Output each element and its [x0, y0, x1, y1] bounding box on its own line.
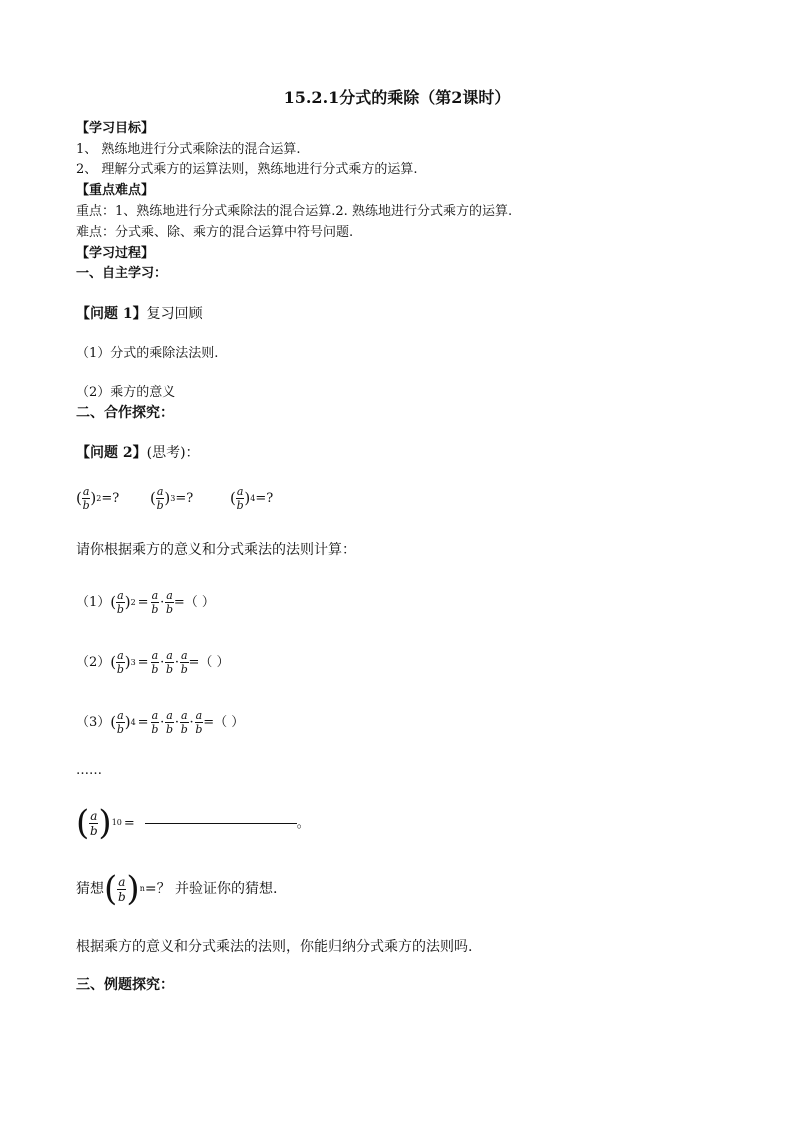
problem1-text: 复习回顾 [146, 306, 203, 322]
fraction: $\frac{a}{b}$ [236, 485, 244, 512]
fill-in-line [145, 822, 297, 824]
part2-heading: 二、合作探究： [76, 405, 174, 421]
answer-blank: =（ ） [188, 655, 230, 670]
part3-heading: 三、例题探究： [76, 977, 174, 993]
problem1-q1: （1）分式的乘除法法则. [76, 346, 219, 361]
page-title: 15.2.1分式的乘除（第2课时） [283, 88, 511, 107]
think-expr-2: ( $\frac{a}{b}$ ) 3 =? [150, 485, 194, 512]
problem2-line [76, 446, 200, 460]
key-header: 【重点难点】 [76, 183, 155, 198]
instruction: 请你根据乘方的意义和分式乘法的法则计算： [76, 542, 356, 558]
summary-question: 根据乘方的意义和分式乘法的法则，你能归纳分式乘方的法则吗. [76, 939, 473, 955]
guess-line: 猜想 ( $\frac{a}{b}$ ) n =？ 并验证你的猜想. [76, 869, 278, 909]
calc-item-3: （3） ( $\frac{a}{b}$ ) 4 = $\frac{a}{b}$ · $\frac{a}{b}$ · $\frac{a}{b}$ · $\frac{a}{b}$ =（ ） [76, 709, 245, 736]
power-10-line: ( $\frac{a}{b}$ ) 10 = 。 [76, 803, 310, 843]
problem1-line [76, 307, 203, 321]
goals-header: 【学习目标】 [76, 121, 155, 136]
goal-1: 1、 熟练地进行分式乘除法的混合运算. [76, 142, 301, 157]
calc-item-2: （2） ( $\frac{a}{b}$ ) 3 = $\frac{a}{b}$ · $\frac{a}{b}$ · $\frac{a}{b}$ =（ ） [76, 649, 230, 676]
answer-blank: =（ ） [203, 715, 245, 730]
problem1-q2: （2）乘方的意义 [76, 385, 176, 400]
fraction: $\frac{a}{b}$ [156, 485, 164, 512]
answer-blank: =（ ） [173, 595, 215, 610]
key-points: 重点：1、熟练地进行分式乘除法的混合运算.2. 熟练地进行分式乘方的运算. [76, 204, 513, 219]
fraction: $\frac{a}{b}$ [82, 485, 90, 512]
problem2-text: (思考)： [146, 445, 200, 461]
think-expr-3: ( $\frac{a}{b}$ ) 4 =? [230, 485, 274, 512]
goal-2: 2、 理解分式乘方的运算法则，熟练地进行分式乘方的运算. [76, 162, 418, 177]
problem2-tag: 【问题 2】 [76, 445, 147, 461]
calc-item-1: （1） ( $\frac{a}{b}$ ) 2 = $\frac{a}{b}$ · $\frac{a}{b}$ =（ ） [76, 589, 215, 616]
ellipsis: …… [76, 763, 102, 778]
problem1-tag: 【问题 1】 [76, 306, 147, 322]
difficulty: 难点：分式乘、除、乘方的混合运算中符号问题. [76, 225, 354, 240]
process-header: 【学习过程】 [76, 246, 155, 261]
part1-heading: 一、自主学习： [76, 266, 168, 281]
think-expr-1: ( $\frac{a}{b}$ ) 2 =? [76, 485, 120, 512]
